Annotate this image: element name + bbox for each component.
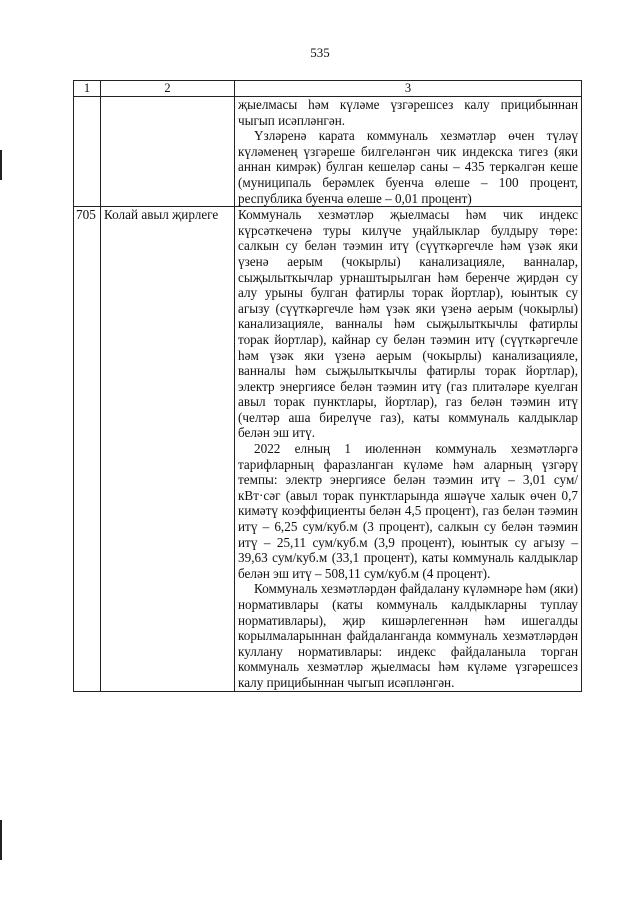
scan-edge-mark-bottom (0, 820, 2, 860)
paragraph: Үзләренә карата коммуналь хезмәтләр өчен түләү күләменең үзгәреше билгеләнгән чик индекска тигез (яки аннан кимрәк) булган кешеләр саны – 435 теркәлгән кеше (муниципаль берәмлек буенча өлеше – 100 процент, республика буенча өлеше – 0,01 процент) (238, 128, 578, 206)
paragraph: Коммуналь хезмәтләрдән файдалану күләмнәре һәм (яки) нормативлары (каты коммуналь калдыкларны туплау нормативлары), җир кишәрлегеннән һәм ишегалды корылмаларыннан файдаланганда коммуналь хезмәтләрдән куллану нормативлары: индекс файдаланыла торган коммуналь хезмәтләр җыелмасы һәм күләме үзгәрешсез калу прицибыннан чыгып исәпләнгән. (238, 581, 578, 690)
column-header-1: 1 (74, 81, 101, 97)
description-cell (235, 207, 582, 691)
row-number: 705 (74, 207, 101, 691)
scan-edge-mark-top (0, 150, 2, 180)
paragraph: 2022 елның 1 июленнән коммуналь хезмәтләргә тарифларның фаразланган күләме һәм аларның үзгәрү темпы: электр энергиясе белән тәэмин итү – 3,01 сум/кВт·сәг (авыл торак пунктларында яшәүче халык өчен 0,7 кимәтү коэффициенты белән 4,5 процент), газ белән тәэмин итү – 6,25 сум/куб.м (3 процент), салкын су белән тәэмин итү – 25,11 сум/куб.м (3,9 процент), юынтык су агызу – 39,63 сум/куб.м (33,1 процент), каты коммуналь калдыклар белән эш итү – 508,11 сум/куб.м (4 процент). (238, 441, 578, 581)
description-cell (235, 97, 582, 207)
paragraph: Коммуналь хезмәтләр җыелмасы һәм чик индекс күрсәткеченә туры килүче уңайлыклар булдыру төре: салкын су белән тәэмин итү (сүүткәргечле һәм үзәк яки үзенә аерым (чокырлы) канализацияле, ванналар, сыҗылыткычлар урнаштырылган һәм беренче җирдән су алу урыны булган фатирлы торак йортлар), юынтык су агызу (сүүткәргечле һәм үзәк яки үзенә аерым (чокырлы) канализацияле, ванналы һәм сыҗылыткычлы фатирлы торак йортлар), кайнар су белән тәэмин итү (сүүткәргечле һәм үзәк яки үзенә аерым (чокырлы) канализацияле, ванналы һәм сыҗылыткычлы фатирлы торак йортлар), электр энергиясе белән тәэмин итү (газ плитәләре куелган авыл торак пунктлары, йортлар), газ белән тәэмин итү (челтәр аша бирелүче газ), каты коммуналь калдыклар белән эш итү. (238, 207, 578, 441)
page-number: 535 (310, 45, 330, 60)
column-header-2: 2 (101, 81, 235, 97)
column-header-3: 3 (235, 81, 582, 97)
settlement-name: Колай авыл җирлеге (101, 207, 235, 691)
row-number (74, 97, 101, 207)
paragraph: җыелмасы һәм күләме үзгәрешсез калу прицибыннан чыгып исәпләнгән. (238, 97, 578, 128)
table-header-row (74, 81, 582, 97)
table-row (74, 207, 582, 691)
table-row (74, 97, 582, 207)
settlement-name (101, 97, 235, 207)
document-table (73, 80, 582, 692)
